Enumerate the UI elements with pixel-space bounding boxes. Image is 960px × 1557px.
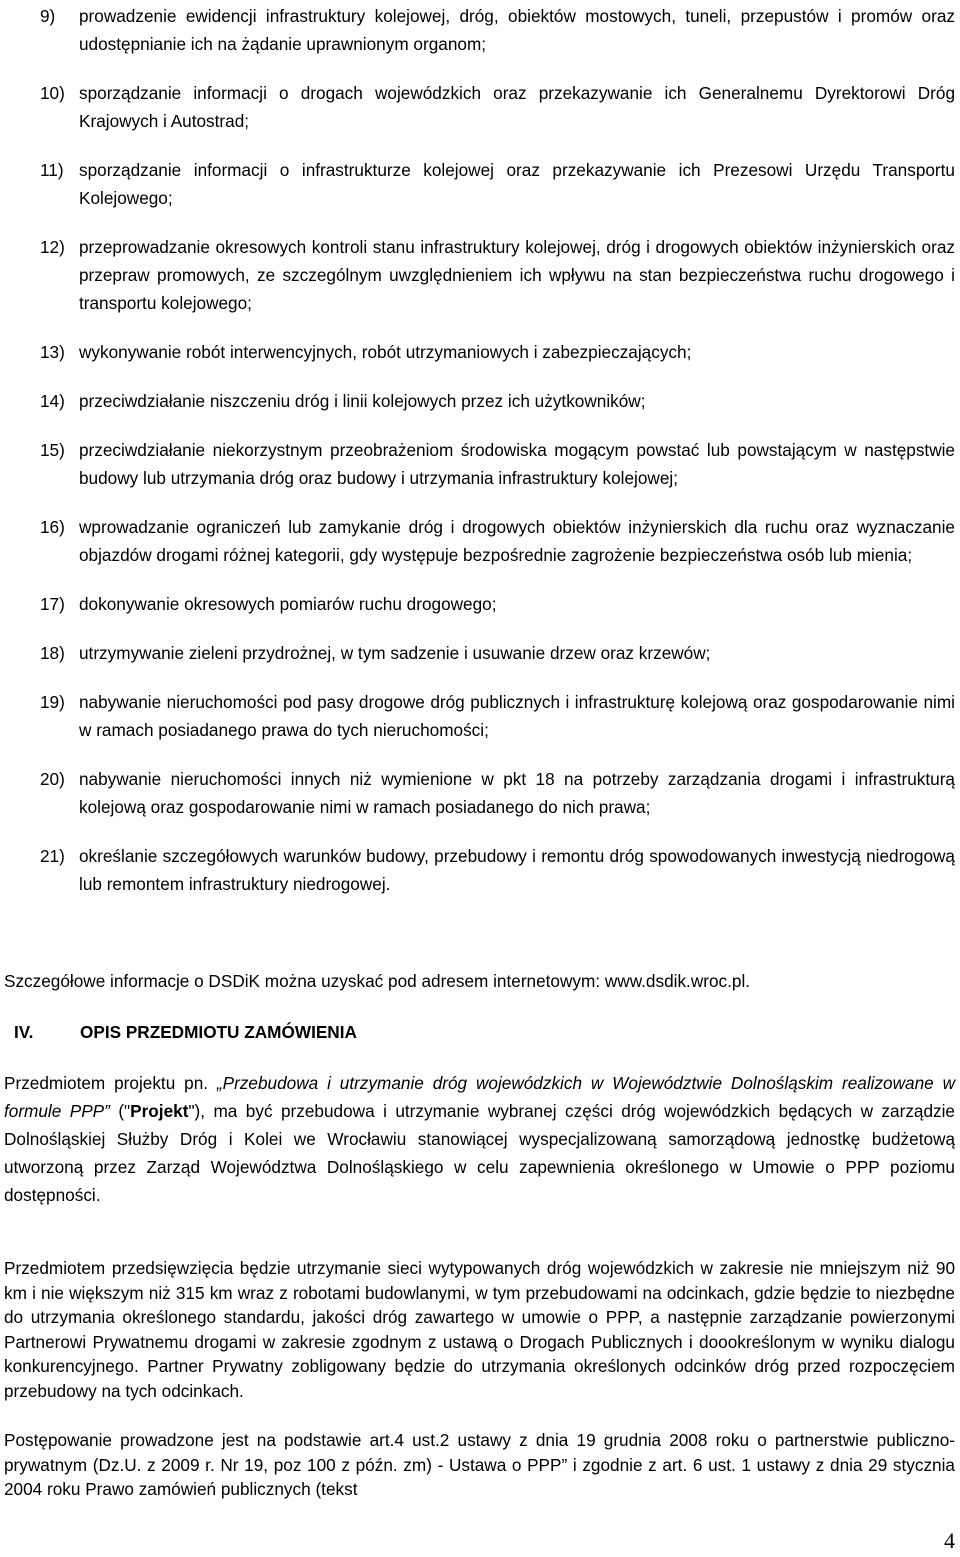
page-number: 4 — [944, 1528, 955, 1553]
list-item-number: 11) — [40, 160, 64, 180]
list-item-number: 10) — [40, 83, 65, 103]
list-item-text: przeciwdziałanie niszczeniu dróg i linii kolejowych przez ich użytkowników; — [79, 391, 646, 411]
list-item — [0, 156, 960, 212]
list-item-number: 20) — [40, 769, 65, 789]
list-item-text: nabywanie nieruchomości pod pasy drogowe dróg publicznych i infrastrukturę kolejową oraz gospodarowanie nimi w ramach posiadanego prawa do tych nieruchomości; — [79, 692, 955, 740]
list-item — [0, 842, 960, 898]
list-item — [0, 590, 960, 618]
list-item-text: nabywanie nieruchomości innych niż wymienione w pkt 18 na potrzeby zarządzania drogami i infrastrukturą kolejową oraz gospodarowanie nimi w ramach posiadanego do nich prawa; — [79, 769, 955, 817]
list-item — [0, 639, 960, 667]
list-item-number: 19) — [40, 692, 65, 712]
list-item — [0, 765, 960, 821]
list-item — [0, 233, 960, 317]
list-item-text: prowadzenie ewidencji infrastruktury kolejowej, dróg, obiektów mostowych, tuneli, przepustów i promów oraz udostępnianie ich na żądanie uprawnionym organom; — [79, 6, 955, 54]
list-item-number: 9) — [40, 6, 56, 26]
list-item-text: określanie szczegółowych warunków budowy, przebudowy i remontu dróg spowodowanych inwestycją niedrogową lub remontem infrastruktury niedrogowej. — [79, 846, 955, 894]
list-item-number: 15) — [40, 440, 65, 460]
list-item-text: sporządzanie informacji o drogach wojewódzkich oraz przekazywanie ich Generalnemu Dyrektorowi Dróg Krajowych i Autostrad; — [79, 83, 955, 131]
info-line: Szczegółowe informacje o DSDiK można uzyskać pod adresem internetowym: www.dsdik.wroc.pl. — [4, 971, 751, 991]
list-item — [0, 338, 960, 366]
paragraph-undertaking: Przedmiotem przedsięwzięcia będzie utrzymanie sieci wytypowanych dróg wojewódzkich w zakresie nie mniejszym niż 90 km i nie większym niż 315 km wraz z robotami budowlanymi, w tym przebudowami na odcinkach, gdzie będzie to niezbędne do utrzymania określonego standardu, jakości dróg zawartego w umowie o PPP, a następnie zarządzanie powierzonymi Partnerowi Prywatnemu drogami w zakresie zgodnym z ustawą o Drogach Publicznych i doookreślonym w wyniku dialogu konkurencyjnego. Partner Prywatny zobligowany będzie do utrzymania określonych odcinków dróg przed rozpoczęciem przebudowy na tych odcinkach. — [4, 1258, 955, 1401]
list-item-number: 17) — [40, 594, 65, 614]
list-item-text: wprowadzanie ograniczeń lub zamykanie dróg i drogowych obiektów inżynierskich dla ruchu oraz wyznaczanie objazdów drogami różnej kategorii, gdy występuje bezpośrednie zagrożenie bezpieczeństwa osób lub mienia; — [79, 517, 955, 565]
list-item — [0, 387, 960, 415]
para1-open: (" — [109, 1101, 131, 1121]
list-item — [0, 688, 960, 744]
project-name: „Przebudowa i utrzymanie dróg wojewódzkich w Województwie Dolnośląskim realizowane w formule PPP” — [4, 1073, 955, 1121]
list-item-text: przeciwdziałanie niekorzystnym przeobrażeniom środowiska mogącym powstać lub powstającym w następstwie budowy lub utrzymania dróg oraz budowy i utrzymania infrastruktury kolejowej; — [79, 440, 955, 488]
list-item-number: 18) — [40, 643, 65, 663]
list-item-number: 21) — [40, 846, 65, 866]
list-item-text: przeprowadzanie okresowych kontroli stanu infrastruktury kolejowej, dróg i drogowych obiektów inżynierskich oraz przepraw promowych, ze szczególnym uwzględnieniem ich wpływu na stan bezpieczeństwa ruchu drogowego i transportu kolejowego; — [79, 237, 955, 313]
list-item — [0, 79, 960, 135]
list-item-text: dokonywanie okresowych pomiarów ruchu drogowego; — [79, 594, 497, 614]
numbered-list — [0, 2, 960, 919]
paragraph-project-subject — [4, 1069, 955, 1209]
list-item-number: 12) — [40, 237, 65, 257]
section-number: IV. — [14, 1022, 34, 1042]
project-term: Projekt — [130, 1101, 189, 1121]
list-item-number: 16) — [40, 517, 65, 537]
list-item-text: utrzymywanie zieleni przydrożnej, w tym sadzenie i usuwanie drzew oraz krzewów; — [79, 643, 711, 663]
list-item-number: 13) — [40, 342, 65, 362]
list-item — [0, 436, 960, 492]
section-heading — [0, 1018, 960, 1048]
list-item-number: 14) — [40, 391, 65, 411]
paragraph-legal-basis: Postępowanie prowadzone jest na podstawie art.4 ust.2 ustawy z dnia 19 grudnia 2008 roku o partnerstwie publiczno-prywatnym (Dz.U. z 2009 r. Nr 19, poz 100 z późn. zm) - Ustawa o PPP” i zgodnie z art. 6 ust. 1 ustawy z dnia 29 stycznia 2004 roku Prawo zamówień publicznych (tekst — [4, 1430, 955, 1499]
para1-rest: "), ma być przebudowa i utrzymanie wybranej części dróg wojewódzkich będących w zarządzie Dolnośląskiej Służby Dróg i Kolei we Wrocławiu stanowiącej wyspecjalizowaną samorządową jednostkę budżetową utworzoną przez Zarząd Województwa Dolnośląskiego w celu zapewnienia określonego w Umowie o PPP poziomu dostępności. — [4, 1101, 955, 1205]
list-item — [0, 513, 960, 569]
list-item-text: sporządzanie informacji o infrastrukturze kolejowej oraz przekazywanie ich Prezesowi Urzędu Transportu Kolejowego; — [79, 160, 955, 208]
list-item-text: wykonywanie robót interwencyjnych, robót utrzymaniowych i zabezpieczających; — [79, 342, 692, 362]
list-item — [0, 2, 960, 58]
para1-pre: Przedmiotem projektu pn. — [4, 1073, 217, 1093]
section-title: OPIS PRZEDMIOTU ZAMÓWIENIA — [80, 1022, 357, 1042]
